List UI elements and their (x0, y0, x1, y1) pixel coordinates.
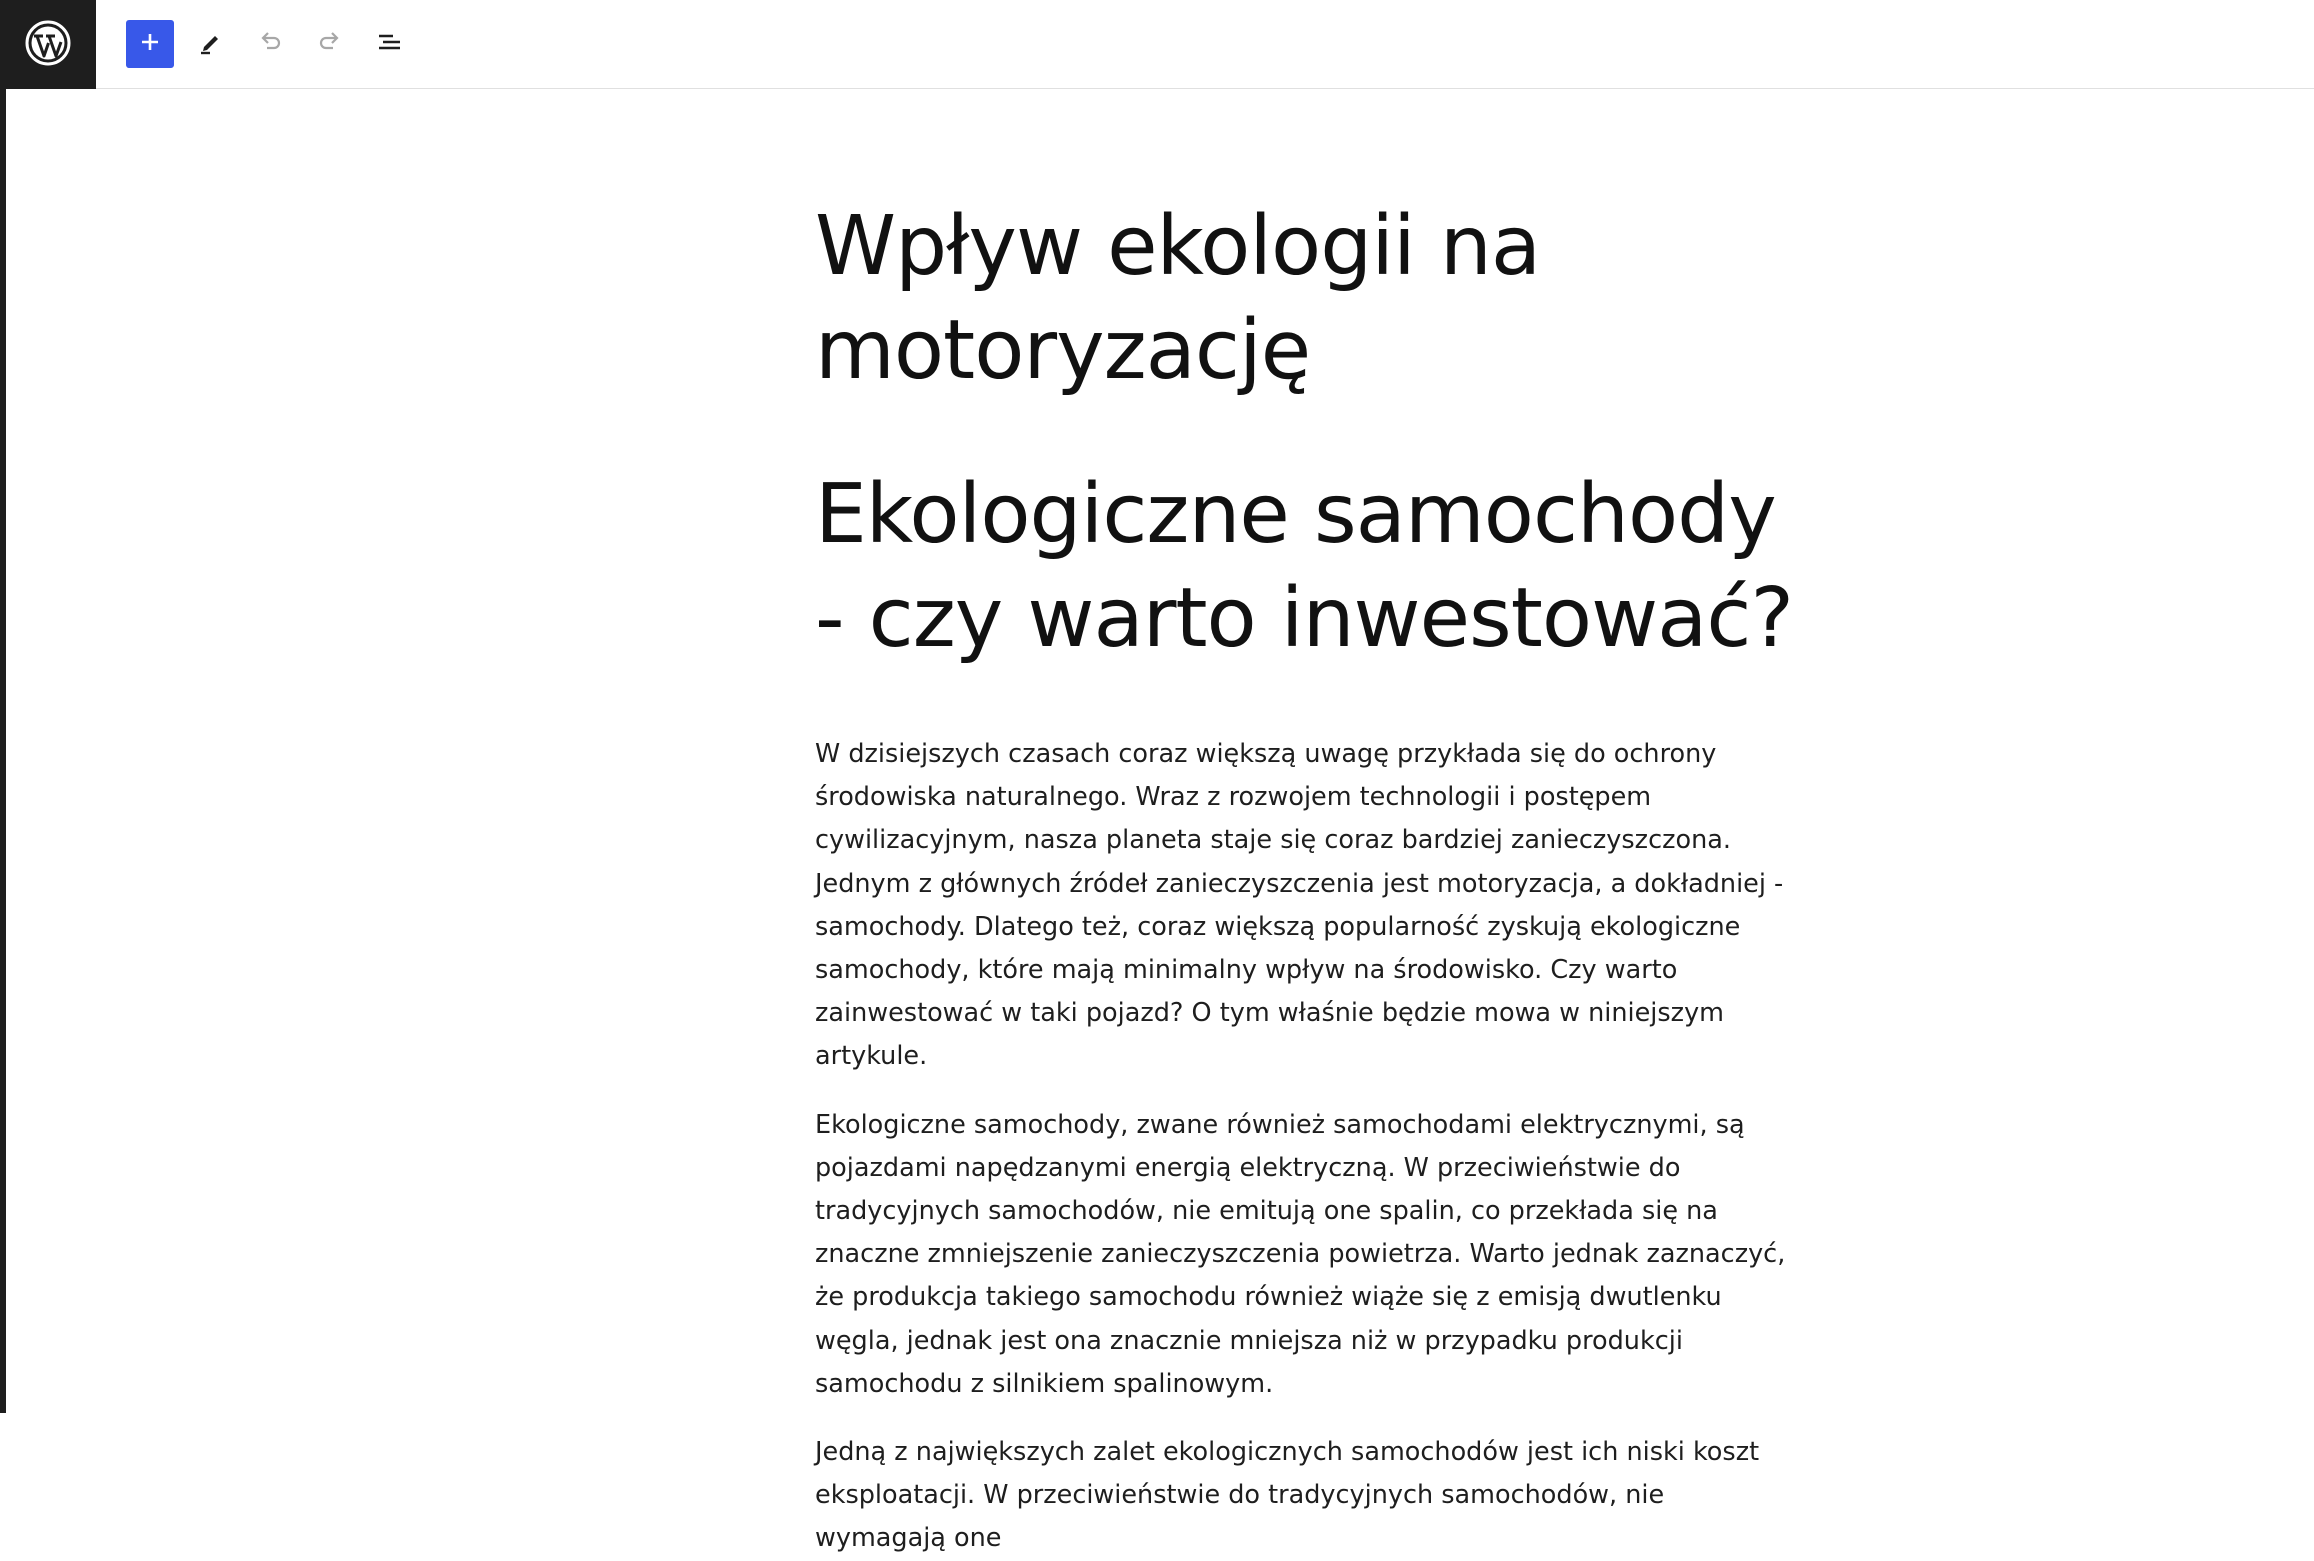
undo-icon (255, 27, 285, 61)
redo-icon (315, 27, 345, 61)
undo-button[interactable] (246, 20, 294, 68)
paragraph-block[interactable]: Ekologiczne samochody, zwane również samochodami elektrycznymi, są pojazdami napędzanymi energią elektryczną. W przeciwieństwie do tradycyjnych samochodów, nie emitują one spalin, co przekłada się na znaczne zmniejszenie zanieczyszczenia powietrza. Warto jednak zaznaczyć, że produkcja takiego samochodu również wiąże się z emisją dwutlenku węgla, jednak jest ona znacznie mniejsza niż w przypadku produkcji samochodu z silnikiem spalinowym. (815, 1109, 1786, 1399)
editor-canvas (815, 89, 1795, 1561)
post-title[interactable]: Wpływ ekologii na motoryzację (815, 199, 1541, 398)
editor-header-toolbar (0, 0, 2314, 89)
list-view-icon (376, 27, 406, 61)
tools-button[interactable] (186, 20, 234, 68)
document-overview-button[interactable] (367, 20, 415, 68)
wordpress-logo-button[interactable] (0, 0, 96, 89)
editor-left-edge (0, 0, 6, 1413)
wordpress-logo-icon (24, 19, 72, 71)
redo-button[interactable] (306, 20, 354, 68)
add-block-button[interactable] (126, 20, 174, 68)
paragraph-block[interactable]: W dzisiejszych czasach coraz większą uwagę przykłada się do ochrony środowiska naturalnego. Wraz z rozwojem technologii i postępem cywilizacyjnym, nasza planeta staje się coraz bardziej zanieczyszczona. Jednym z głównych źródeł zanieczyszczenia jest motoryzacja, a dokładniej - samochody. Dlatego też, coraz większą popularność zyskują ekologiczne samochody, które mają minimalny wpływ na środowisko. Czy warto zainwestować w taki pojazd? O tym właśnie będzie mowa w niniejszym artykule. (815, 739, 1784, 1072)
pencil-icon (196, 28, 224, 60)
heading-block[interactable]: Ekologiczne samochody - czy warto inwestować? (815, 467, 1794, 666)
plus-icon (138, 30, 162, 58)
paragraph-block[interactable]: Jedną z największych zalet ekologicznych samochodów jest ich niski koszt eksploatacji. W przeciwieństwie do tradycyjnych samochodów, nie wymagają one (815, 1437, 1760, 1554)
